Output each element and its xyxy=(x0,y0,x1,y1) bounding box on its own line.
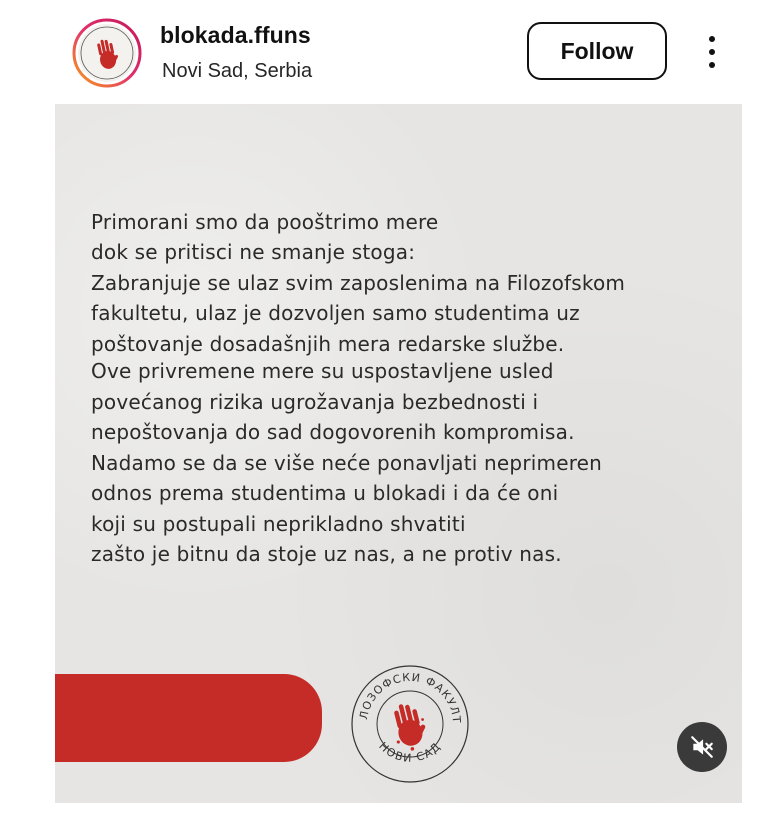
follow-button[interactable]: Follow xyxy=(527,22,667,80)
faculty-seal-logo xyxy=(345,659,475,789)
faculty-seal-icon xyxy=(345,659,475,789)
post-image[interactable] xyxy=(55,104,742,803)
post-text-block xyxy=(91,176,731,566)
post-header xyxy=(0,0,770,104)
more-vertical-icon xyxy=(709,36,715,42)
post-paragraph-1: Primorani smo da pooštrimo mere dok se pritisci ne smanje stoga: Zabranjuje se ulaz svim zaposlenima na Filozofskom fakultetu, ulaz je dozvoljen samo studentima uz poštovanje dosadašnjih mera redarske službe. xyxy=(91,209,626,356)
seal-bottom-text: НОВИ САД xyxy=(376,739,444,765)
location-link[interactable]: Novi Sad, Serbia xyxy=(162,60,313,82)
more-vertical-icon-dot xyxy=(709,49,715,55)
post-paragraph-2: Ove privremene mere su uspostavljene usled povećanog rizika ugrožavanja bezbednosti i nepoštovanja do sad dogovorenih kompromisa. Nadamo se da se više neće ponavljati neprimeren odnos prema studentima u blokadi i da će oni koji su postupali neprikladno shvatiti zašto je bitnu da stoje uz nas, a ne protiv nas. xyxy=(91,359,603,566)
raised-hand-seal-icon xyxy=(72,18,142,88)
more-vertical-icon-dot xyxy=(709,62,715,68)
red-decorative-band xyxy=(55,674,322,762)
seal-top-text: ЛОЗОФСКИ ФАКУЛТ xyxy=(357,670,464,725)
muted-speaker-icon xyxy=(689,734,715,760)
more-options-button[interactable] xyxy=(695,30,729,74)
mute-toggle-button[interactable] xyxy=(677,722,727,772)
profile-avatar[interactable] xyxy=(72,18,142,88)
username-link[interactable]: blokada.ffuns xyxy=(160,22,311,48)
